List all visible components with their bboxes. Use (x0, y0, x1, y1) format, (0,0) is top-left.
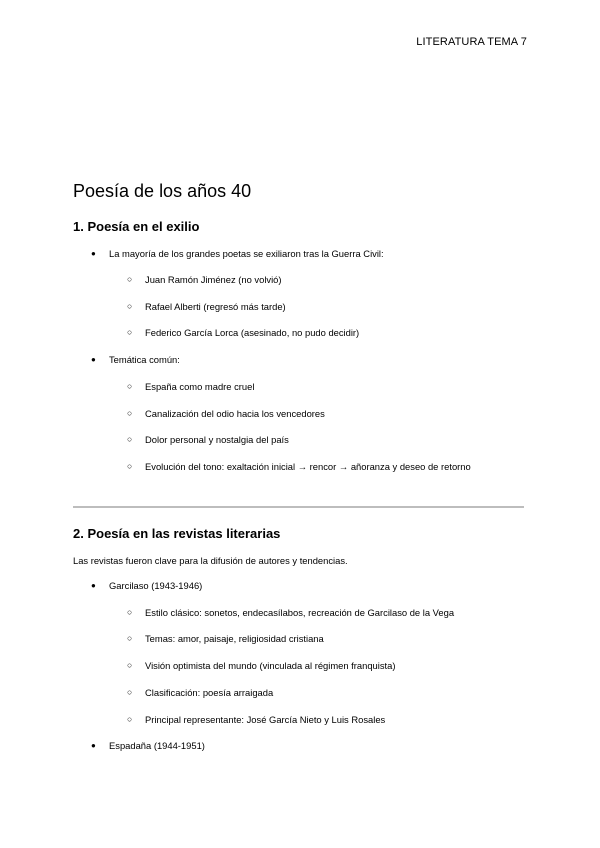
sub-bullet-marker: ○ (127, 461, 133, 471)
bullet-marker: ● (91, 355, 96, 364)
sub-bullet-marker: ○ (127, 687, 133, 697)
sub-list-item: Temas: amor, paisaje, religiosidad cristiana (145, 633, 324, 644)
section-heading: 1. Poesía en el exilio (73, 219, 200, 234)
bullet-marker: ● (91, 741, 96, 750)
sub-list-item: Juan Ramón Jiménez (no volvió) (145, 274, 282, 285)
sub-bullet-marker: ○ (127, 660, 133, 670)
section-intro: Las revistas fueron clave para la difusión de autores y tendencias. (73, 555, 348, 566)
sub-list-item: Principal representante: José García Nieto y Luis Rosales (145, 714, 386, 725)
sub-list-item: Evolución del tono: exaltación inicial → rencor → añoranza y deseo de retorno (145, 461, 471, 472)
section-heading: 2. Poesía en las revistas literarias (73, 526, 281, 541)
sub-list-item: Canalización del odio hacia los vencedores (145, 408, 325, 419)
horizontal-divider (73, 506, 524, 508)
sub-bullet-marker: ○ (127, 327, 133, 337)
bullet-marker: ● (91, 249, 96, 258)
sub-bullet-marker: ○ (127, 607, 133, 617)
sub-bullet-marker: ○ (127, 633, 133, 643)
bullet-marker: ● (91, 581, 96, 590)
sub-list-item: Clasificación: poesía arraigada (145, 687, 274, 698)
sub-bullet-marker: ○ (127, 408, 133, 418)
list-item: La mayoría de los grandes poetas se exiliaron tras la Guerra Civil: (109, 248, 384, 259)
sub-bullet-marker: ○ (127, 434, 133, 444)
sub-list-item: Federico García Lorca (asesinado, no pudo decidir) (145, 327, 360, 338)
list-item: Espadaña (1944-1951) (109, 740, 205, 751)
sub-bullet-marker: ○ (127, 274, 133, 284)
page-header: LITERATURA TEMA 7 (416, 36, 527, 48)
sub-list-item: España como madre cruel (145, 381, 255, 392)
page-title: Poesía de los años 40 (73, 181, 252, 201)
list-item: Temática común: (109, 354, 180, 365)
sub-list-item: Rafael Alberti (regresó más tarde) (145, 301, 286, 312)
list-item: Garcilaso (1943-1946) (109, 580, 203, 591)
sub-list-item: Dolor personal y nostalgia del país (145, 434, 289, 445)
sub-list-item: Visión optimista del mundo (vinculada al régimen franquista) (145, 660, 396, 671)
sub-bullet-marker: ○ (127, 714, 133, 724)
sub-list-item: Estilo clásico: sonetos, endecasílabos, recreación de Garcilaso de la Vega (145, 607, 455, 618)
sub-bullet-marker: ○ (127, 381, 133, 391)
sub-bullet-marker: ○ (127, 301, 133, 311)
